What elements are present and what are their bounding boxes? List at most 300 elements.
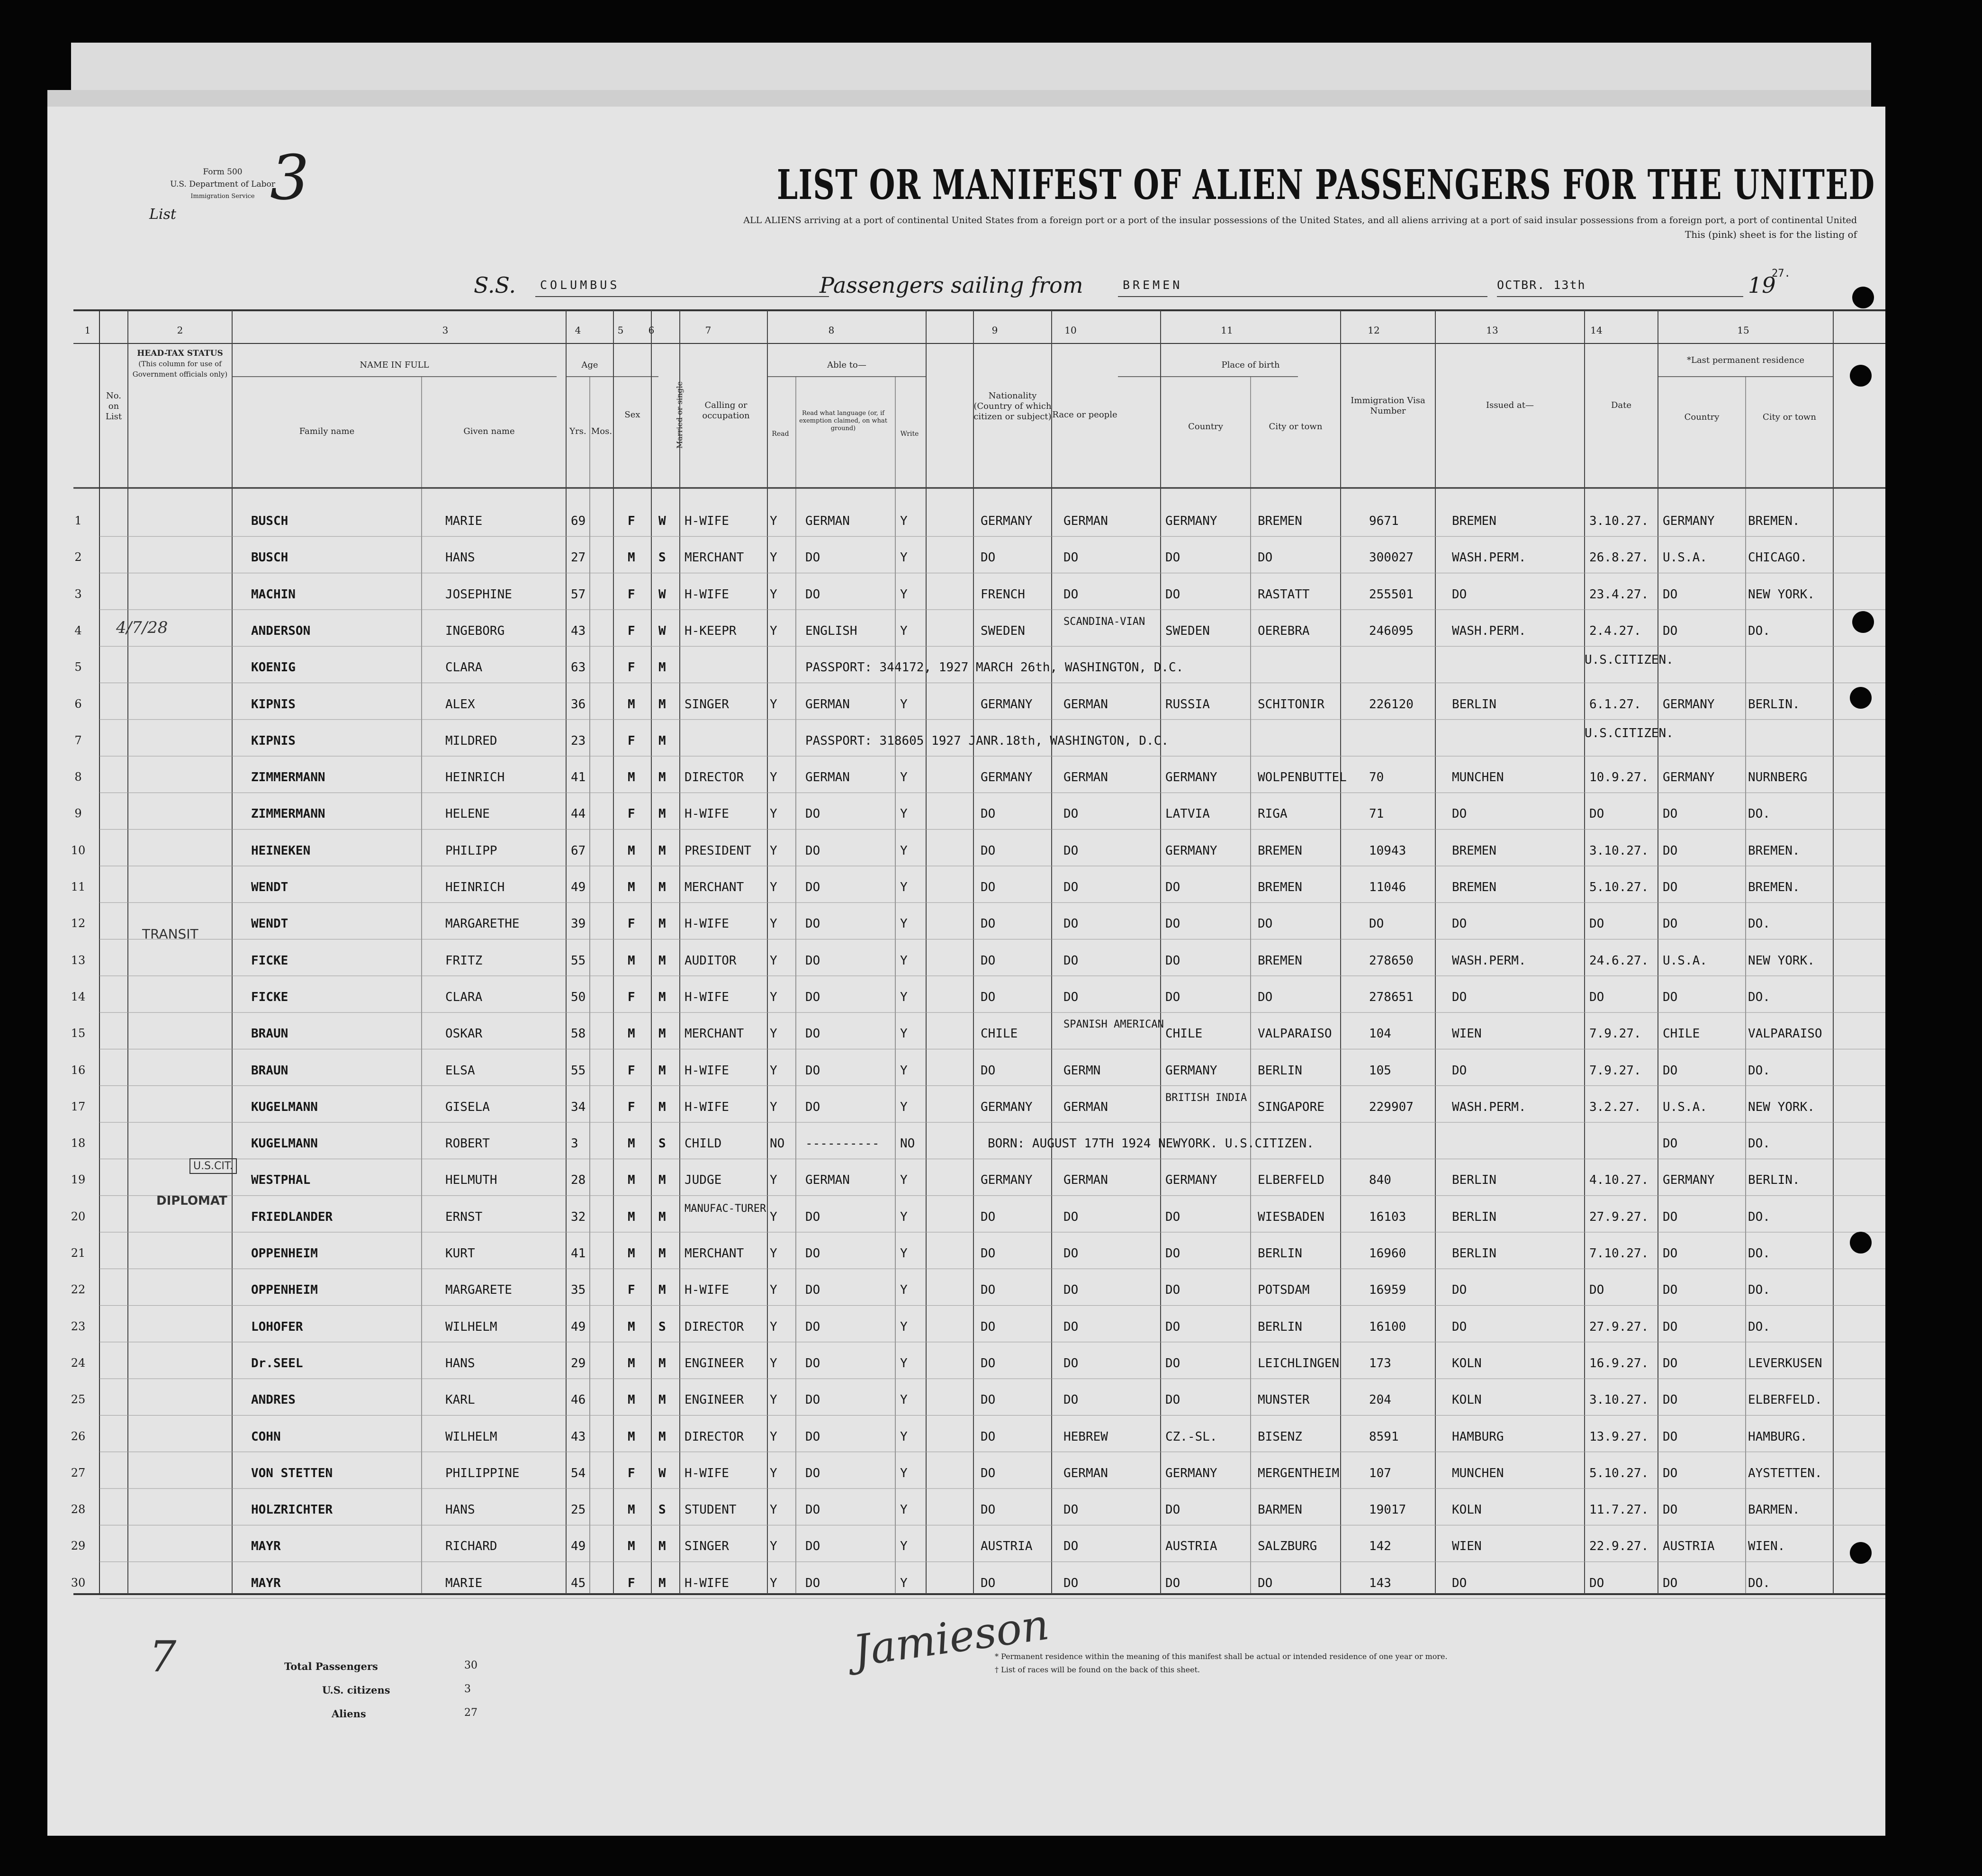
sex: M (628, 1246, 635, 1261)
can-write: Y (900, 1246, 908, 1261)
column-number: 10 (1064, 325, 1077, 336)
birth-country: RUSSIA (1165, 697, 1210, 712)
sex: M (628, 1393, 635, 1407)
read-language: GERMAN (805, 514, 850, 528)
margin-mark: 7 (149, 1632, 177, 1682)
given-name: ERNST (445, 1209, 483, 1224)
family-name: FICKE (251, 953, 288, 968)
row-number: 6 (74, 697, 82, 711)
read-language: DO (805, 1283, 820, 1298)
family-name: KIPNIS (251, 697, 296, 712)
birth-city: BREMEN (1258, 514, 1302, 528)
ship-name: COLUMBUS (540, 278, 620, 292)
read-language: DO (805, 843, 820, 858)
residence-city: BREMEN. (1748, 514, 1800, 528)
marital-status: M (658, 990, 666, 1004)
family-name: BRAUN (251, 1063, 288, 1078)
header-nationality: Nationality (Country of which citizen or subject) (973, 391, 1052, 422)
header-calling: Calling or occupation (702, 400, 750, 421)
given-name: GISELA (445, 1100, 490, 1114)
occupation: ENGINEER (685, 1356, 744, 1371)
can-write: Y (900, 1429, 908, 1444)
marital-status: M (658, 1576, 666, 1590)
issued-at: WASH.PERM. (1452, 953, 1526, 968)
header-read-language: Read what language (or, if exemption claimed, on what ground) (799, 410, 887, 432)
race: GERMAN (1063, 1466, 1108, 1480)
residence-city: DO. (1748, 1576, 1770, 1590)
can-read: NO (770, 1136, 785, 1151)
can-read: Y (770, 587, 777, 602)
marital-status: M (658, 1246, 666, 1261)
row-number: 2 (74, 550, 82, 564)
visa-date: 3.10.27. (1589, 843, 1649, 858)
race: DO (1063, 990, 1079, 1004)
age-years: 34 (571, 1100, 586, 1114)
sailing-date: OCTBR. 13th (1497, 278, 1586, 292)
nationality: DO (981, 1576, 996, 1590)
header-birth-city: City or town (1269, 422, 1323, 432)
family-name: MAYR (251, 1576, 281, 1590)
column-number: 13 (1486, 325, 1498, 336)
sex: M (628, 1319, 635, 1334)
read-language: DO (805, 807, 820, 821)
birth-country: DO (1165, 917, 1180, 931)
issued-at: BERLIN (1452, 1246, 1496, 1261)
can-read: Y (770, 1393, 777, 1407)
can-read: Y (770, 1246, 777, 1261)
visa-date: 23.4.27. (1589, 587, 1649, 602)
table-row (47, 793, 1885, 828)
can-read: Y (770, 1027, 777, 1041)
can-read: Y (770, 1576, 777, 1590)
header-visa: Immigration Visa Number (1351, 396, 1425, 416)
given-name: PHILIPPINE (445, 1466, 520, 1480)
visa-number: 278650 (1369, 953, 1414, 968)
birth-city: SINGAPORE (1258, 1100, 1324, 1114)
marital-status: M (658, 1356, 666, 1371)
family-name: KUGELMANN (251, 1100, 318, 1114)
residence-country: DO (1663, 843, 1678, 858)
occupation: H-WIFE (685, 807, 729, 821)
nationality: DO (981, 1319, 996, 1334)
age-years: 35 (571, 1283, 586, 1298)
birth-country: AUSTRIA (1165, 1539, 1217, 1554)
occupation: MERCHANT (685, 1027, 744, 1041)
read-language: DO (805, 1466, 820, 1480)
nationality: AUSTRIA (981, 1539, 1033, 1554)
can-read: Y (770, 843, 777, 858)
marital-status: M (658, 1539, 666, 1554)
marital-status: M (658, 1173, 666, 1188)
read-language: DO (805, 1503, 820, 1517)
residence-country: DO (1663, 1136, 1678, 1151)
can-read: Y (770, 1063, 777, 1078)
row-number: 29 (71, 1539, 86, 1553)
birth-country: DO (1165, 1319, 1180, 1334)
table-row (47, 1196, 1885, 1231)
punch-hole (1911, 1542, 1933, 1564)
occupation: MERCHANT (685, 880, 744, 894)
issued-at: WASH.PERM. (1452, 1100, 1526, 1114)
visa-number: 840 (1369, 1173, 1391, 1188)
family-name: HEINEKEN (251, 843, 311, 858)
given-name: HEINRICH (445, 880, 505, 894)
birth-country: GERMANY (1165, 1466, 1217, 1480)
row-number: 27 (71, 1466, 86, 1479)
header-mos: Mos. (591, 426, 613, 436)
family-name: ANDRES (251, 1393, 296, 1407)
birth-country: GERMANY (1165, 514, 1217, 528)
header-res-country: Country (1684, 412, 1720, 422)
birth-country: GERMANY (1165, 843, 1217, 858)
footnote-races: † List of races will be found on the back of this sheet. (995, 1665, 1200, 1674)
nationality: DO (981, 1283, 996, 1298)
issued-at: WASH.PERM. (1452, 623, 1526, 638)
race: GERMAN (1063, 1173, 1108, 1188)
birth-city: WOLPENBUTTEL (1258, 770, 1347, 785)
table-row (47, 756, 1885, 792)
residence-country: DO (1663, 1319, 1678, 1334)
table-row (47, 720, 1885, 755)
birth-country: LATVIA (1165, 807, 1210, 821)
given-name: RICHARD (445, 1539, 497, 1554)
can-write: Y (900, 697, 908, 712)
residence-city: DO. (1748, 1136, 1770, 1151)
header-issued-at: Issued at— (1486, 400, 1534, 410)
age-years: 3 (571, 1136, 578, 1151)
visa-date: DO (1589, 917, 1604, 931)
header-sex: Sex (624, 410, 640, 420)
column-number: 5 (617, 325, 624, 336)
table-row (47, 573, 1885, 609)
row-number: 9 (74, 807, 82, 821)
sex: F (628, 1576, 635, 1590)
row-number: 15 (71, 1027, 86, 1040)
nationality: DO (981, 1503, 996, 1517)
occupation: H-WIFE (685, 1576, 729, 1590)
residence-city: DO. (1748, 990, 1770, 1004)
table-row (47, 1269, 1885, 1304)
marital-status: S (658, 1503, 666, 1517)
occupation: JUDGE (685, 1173, 722, 1188)
visa-date: 22.9.27. (1589, 1539, 1649, 1554)
row-number: 25 (71, 1393, 86, 1407)
nationality: DO (981, 807, 996, 821)
residence-city: BERLIN. (1748, 1173, 1800, 1188)
birth-city: MUNSTER (1258, 1393, 1310, 1407)
issued-at: MUNCHEN (1452, 1466, 1504, 1480)
birth-city: BARMEN (1258, 1503, 1302, 1517)
occupation: CHILD (685, 1136, 722, 1151)
issued-at: KOLN (1452, 1393, 1482, 1407)
read-language: DO (805, 1027, 820, 1041)
column-number: 1 (84, 325, 91, 336)
list-number: 3 (270, 142, 309, 214)
occupation: H-WIFE (685, 917, 729, 931)
race: DO (1063, 1503, 1079, 1517)
age-years: 44 (571, 807, 586, 821)
read-language: DO (805, 1576, 820, 1590)
read-language: DO (805, 550, 820, 565)
sex: F (628, 990, 635, 1004)
given-name: HELENE (445, 807, 490, 821)
given-name: ELSA (445, 1063, 475, 1078)
sex: F (628, 514, 635, 528)
can-write: Y (900, 770, 908, 785)
marital-status: M (658, 953, 666, 968)
sex: M (628, 697, 635, 712)
race: DO (1063, 1393, 1079, 1407)
header-age: Age (581, 360, 598, 370)
read-language: ---------- (805, 1136, 880, 1151)
residence-country: DO (1663, 1356, 1678, 1371)
issued-at: HAMBURG (1452, 1429, 1504, 1444)
given-name: WILHELM (445, 1319, 497, 1334)
family-name: BUSCH (251, 550, 288, 565)
family-name: VON STETTEN (251, 1466, 333, 1480)
header-no-on-list: No. on List (105, 391, 122, 422)
table-row (47, 1049, 1885, 1085)
birth-city: BERLIN (1258, 1246, 1302, 1261)
visa-number: 16100 (1369, 1319, 1406, 1334)
sex: M (628, 550, 635, 565)
can-write: Y (900, 587, 908, 602)
given-name: KARL (445, 1393, 475, 1407)
birth-city: MERGENTHEIM (1258, 1466, 1340, 1480)
read-language: DO (805, 1393, 820, 1407)
age-years: 28 (571, 1173, 586, 1188)
visa-date: 3.2.27. (1589, 1100, 1641, 1114)
age-years: 45 (571, 1576, 586, 1590)
marital-status: M (658, 1209, 666, 1224)
age-years: 46 (571, 1393, 586, 1407)
row-number: 1 (74, 514, 82, 527)
nationality: FRENCH (981, 587, 1025, 602)
can-write: Y (900, 623, 908, 638)
nationality: DO (981, 1063, 996, 1078)
nationality: GERMANY (981, 1100, 1033, 1114)
residence-city: BREMEN. (1748, 843, 1800, 858)
residence-city: CHICAGO. (1748, 550, 1808, 565)
age-years: 29 (571, 1356, 586, 1371)
can-write: Y (900, 843, 908, 858)
birth-country: GERMANY (1165, 770, 1217, 785)
visa-number: 9671 (1369, 514, 1399, 528)
given-name: OSKAR (445, 1027, 483, 1041)
column-number: 6 (648, 325, 655, 336)
race: GERMAN (1063, 697, 1108, 712)
can-read: Y (770, 990, 777, 1004)
page-title: LIST OR MANIFEST OF ALIEN PASSENGERS FOR THE UNITED (777, 161, 1875, 209)
birth-city: BREMEN (1258, 880, 1302, 894)
read-language: GERMAN (805, 770, 850, 785)
row-number: 18 (71, 1136, 86, 1150)
residence-country: DO (1663, 587, 1678, 602)
marital-status: M (658, 733, 666, 748)
birth-country: DO (1165, 587, 1180, 602)
visa-number: 107 (1369, 1466, 1391, 1480)
given-name: CLARA (445, 660, 483, 675)
column-number: 11 (1221, 325, 1233, 336)
read-language: DO (805, 880, 820, 894)
visa-number: 226120 (1369, 697, 1414, 712)
can-write: Y (900, 1576, 908, 1590)
can-read: Y (770, 1173, 777, 1188)
family-name: KIPNIS (251, 733, 296, 748)
residence-country: CHILE (1663, 1027, 1700, 1041)
can-read: Y (770, 1356, 777, 1371)
nationality: DO (981, 1209, 996, 1224)
residence-city: LEVERKUSEN (1748, 1356, 1822, 1371)
can-read: Y (770, 1319, 777, 1334)
family-name: WENDT (251, 880, 288, 894)
table-row (47, 683, 1885, 719)
sex: F (628, 1466, 635, 1480)
family-name: BRAUN (251, 1027, 288, 1041)
nationality: DO (981, 990, 996, 1004)
birth-country: DO (1165, 1283, 1180, 1298)
birth-country: DO (1165, 550, 1180, 565)
can-write: Y (900, 880, 908, 894)
residence-city: DO. (1748, 623, 1770, 638)
visa-number: 229907 (1369, 1100, 1414, 1114)
subtitle-line-1: ALL ALIENS arriving at a port of continental United States from a foreign port or a port of the insular possessions of the United States, and all aliens arriving at a port of said insular possessions from a foreign port, a port of continental United (743, 215, 1857, 225)
family-name: MAYR (251, 1539, 281, 1554)
row-number: 16 (71, 1063, 86, 1077)
table-row (47, 866, 1885, 902)
header-name-in-full: NAME IN FULL (360, 360, 429, 370)
marital-status: M (658, 1283, 666, 1298)
can-write: Y (900, 1100, 908, 1114)
issued-at: WIEN (1452, 1027, 1482, 1041)
residence-country: DO (1663, 1283, 1678, 1298)
issued-at: DO (1452, 807, 1467, 821)
sex: F (628, 587, 635, 602)
punch-hole (1850, 687, 1872, 709)
header-family-name: Family name (299, 426, 355, 436)
aliens-label: Aliens (332, 1708, 366, 1720)
row-number: 20 (71, 1209, 86, 1223)
issued-at: WASH.PERM. (1452, 550, 1526, 565)
residence-city: DO. (1748, 807, 1770, 821)
given-name: MARIE (445, 514, 483, 528)
age-years: 67 (571, 843, 586, 858)
can-write: Y (900, 807, 908, 821)
service-name: Immigration Service (190, 193, 255, 200)
can-read: Y (770, 880, 777, 894)
punch-hole (1850, 1542, 1872, 1564)
can-write: Y (900, 1539, 908, 1554)
issued-at: DO (1452, 1283, 1467, 1298)
table-row (47, 939, 1885, 975)
row-number: 13 (71, 953, 86, 967)
can-write: Y (900, 1393, 908, 1407)
occupation: ENGINEER (685, 1393, 744, 1407)
birth-country: DO (1165, 990, 1180, 1004)
visa-date: 26.8.27. (1589, 550, 1649, 565)
occupation: H-WIFE (685, 1063, 729, 1078)
table-row (47, 1086, 1885, 1121)
family-name: KOENIG (251, 660, 296, 675)
birth-city: POTSDAM (1258, 1283, 1310, 1298)
given-name: PHILIPP (445, 843, 497, 858)
footnote-residence: * Permanent residence within the meaning of this manifest shall be actual or intended residence of one year or more. (995, 1652, 1448, 1661)
row-number: 10 (71, 843, 86, 857)
birth-city: BISENZ (1258, 1429, 1302, 1444)
age-years: 43 (571, 623, 586, 638)
header-res-city: City or town (1763, 412, 1816, 422)
visa-date: 3.10.27. (1589, 1393, 1649, 1407)
column-number: 12 (1368, 325, 1380, 336)
can-read: Y (770, 1466, 777, 1480)
can-read: Y (770, 550, 777, 565)
nationality: DO (981, 843, 996, 858)
sailing-label: Passengers sailing from (820, 272, 1083, 298)
marital-status: M (658, 697, 666, 712)
visa-date: DO (1589, 807, 1604, 821)
sex: F (628, 1283, 635, 1298)
marital-status: M (658, 1027, 666, 1041)
residence-city: NEW YORK. (1748, 587, 1815, 602)
birth-city: SALZBURG (1258, 1539, 1317, 1554)
passport-note: PASSPORT: 344172, 1927 MARCH 26th, WASHINGTON, D.C. (805, 660, 1184, 675)
nationality: GERMANY (981, 1173, 1033, 1188)
race: DO (1063, 1576, 1079, 1590)
residence-city: HAMBURG. (1748, 1429, 1808, 1444)
given-name: KURT (445, 1246, 475, 1261)
residence-city: NEW YORK. (1748, 953, 1815, 968)
occupation: AUDITOR (685, 953, 737, 968)
port-name: BREMEN (1123, 278, 1183, 292)
occupation: MERCHANT (685, 550, 744, 565)
can-write: Y (900, 1283, 908, 1298)
row-number: 4 (74, 623, 82, 637)
occupation: STUDENT (685, 1503, 737, 1517)
column-number: 9 (991, 325, 998, 336)
can-read: Y (770, 1100, 777, 1114)
birth-country: CZ.-SL. (1165, 1429, 1217, 1444)
column-number: 14 (1590, 325, 1603, 336)
marital-status: S (658, 1136, 666, 1151)
header-head-tax-note: (This column for use of Government officials only) (132, 360, 228, 379)
residence-city: DO. (1748, 917, 1770, 931)
sex: F (628, 1063, 635, 1078)
family-name: WENDT (251, 917, 288, 931)
race: DO (1063, 807, 1079, 821)
header-yrs: Yrs. (569, 426, 586, 436)
sex: M (628, 1136, 635, 1151)
table-row (47, 1232, 1885, 1268)
visa-date: 11.7.27. (1589, 1503, 1649, 1517)
citizen-note: U.S.CITIZEN. (1585, 653, 1674, 667)
form-number: Form 500 (203, 167, 243, 177)
marital-status: W (658, 1466, 666, 1480)
read-language: DO (805, 1356, 820, 1371)
family-name: Dr.SEEL (251, 1356, 303, 1371)
diplomat-stamp: DIPLOMAT (156, 1194, 227, 1208)
row-number: 3 (74, 587, 82, 601)
age-years: 69 (571, 514, 586, 528)
marital-status: S (658, 550, 666, 565)
aliens-value: 27 (464, 1707, 477, 1719)
table-row (47, 830, 1885, 865)
can-write: Y (900, 1466, 908, 1480)
birth-city: DO (1258, 550, 1273, 565)
subtitle-line-2: This (pink) sheet is for the listing of (1685, 229, 1857, 240)
occupation: SINGER (685, 697, 729, 712)
column-number: 8 (828, 325, 835, 336)
race: DO (1063, 1539, 1079, 1554)
